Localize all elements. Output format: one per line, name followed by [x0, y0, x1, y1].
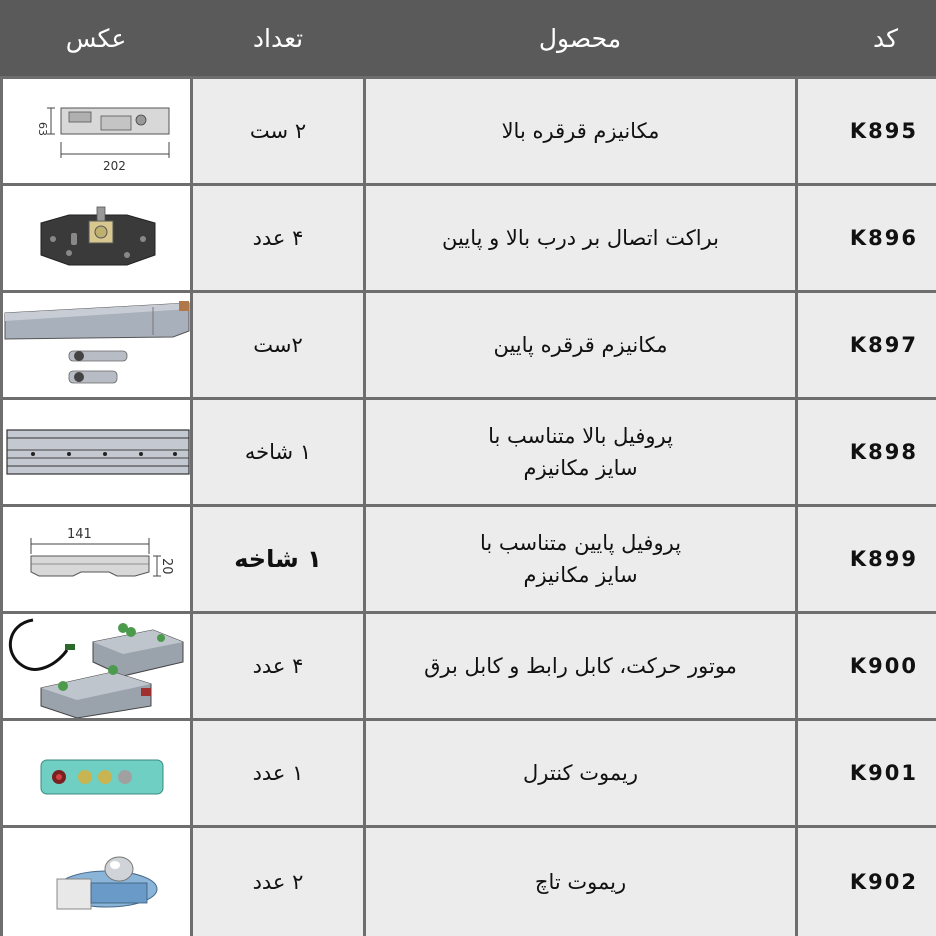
table-header: [0, 0, 936, 76]
product-name-line-1: پروفیل پایین متناسب با: [479, 531, 682, 555]
quantity-text: ۱ شاخه: [244, 440, 312, 464]
remote-control-icon: [9, 728, 184, 818]
product-name: مکانیزم قرقره بالا: [501, 119, 660, 143]
product-name: مکانیزم قرقره پایین: [493, 333, 668, 357]
product-cell: [366, 614, 795, 718]
quantity-cell: [193, 828, 363, 936]
motor-cable-icon: [3, 614, 190, 718]
product-cell: [366, 293, 795, 397]
product-name-line-2: سایز مکانیزم: [523, 456, 638, 480]
dim-depth: 20: [159, 558, 174, 575]
product-photo: [3, 79, 190, 183]
dim-length: 141: [67, 527, 92, 542]
quantity-cell: [193, 293, 363, 397]
dim-width: 202: [103, 159, 126, 173]
product-photo: [3, 614, 190, 718]
code-cell: K899: [798, 507, 936, 611]
quantity-text: ۲ عدد: [252, 870, 304, 894]
code-cell: K902: [798, 828, 936, 936]
header-code: کد: [872, 23, 898, 53]
product-photo: [3, 507, 190, 611]
quantity-text: ۲ست: [253, 333, 303, 357]
product-name: ریموت کنترل: [523, 761, 638, 785]
touch-remote-icon: [9, 837, 184, 927]
dim-height: 63: [36, 122, 49, 136]
product-name: ریموت تاچ: [534, 870, 627, 894]
lower-profile-icon: [9, 514, 184, 604]
quantity-text: ۴ عدد: [252, 226, 304, 250]
upper-roller-mechanism-icon: [9, 86, 184, 176]
product-cell: [366, 400, 795, 504]
code-cell: K895: [798, 79, 936, 183]
quantity-text: ۴ عدد: [252, 654, 304, 678]
quantity-cell: [193, 721, 363, 825]
lower-roller-mechanism-icon: [3, 295, 190, 395]
product-cell: [366, 507, 795, 611]
product-cell: [366, 79, 795, 183]
quantity-text: ۱ عدد: [252, 761, 304, 785]
code-cell: K897: [798, 293, 936, 397]
quantity-text: ۱ شاخه: [234, 545, 322, 573]
header-photo: عکس: [65, 23, 127, 53]
quantity-cell: [193, 400, 363, 504]
product-photo: [3, 293, 190, 397]
product-photo: [3, 828, 190, 936]
upper-profile-icon: [3, 422, 190, 482]
product-photo: [3, 721, 190, 825]
quantity-cell: [193, 507, 363, 611]
quantity-cell: [193, 614, 363, 718]
quantity-text: ۲ ست: [249, 119, 307, 143]
quantity-cell: [193, 186, 363, 290]
product-cell: [366, 721, 795, 825]
product-name-line-2: سایز مکانیزم: [523, 563, 638, 587]
product-photo: [3, 186, 190, 290]
product-photo: [3, 400, 190, 504]
code-cell: K901: [798, 721, 936, 825]
door-bracket-icon: [9, 193, 184, 283]
product-name: موتور حرکت، کابل رابط و کابل برق: [424, 654, 737, 678]
quantity-cell: [193, 79, 363, 183]
product-cell: [366, 186, 795, 290]
code-cell: K896: [798, 186, 936, 290]
header-product: محصول: [538, 23, 622, 53]
code-cell: K898: [798, 400, 936, 504]
product-name-line-1: پروفیل بالا متناسب با: [488, 424, 673, 448]
code-cell: K900: [798, 614, 936, 718]
header-quantity: تعداد: [252, 23, 304, 53]
product-cell: [366, 828, 795, 936]
product-name: براکت اتصال بر درب بالا و پایین: [442, 226, 719, 250]
